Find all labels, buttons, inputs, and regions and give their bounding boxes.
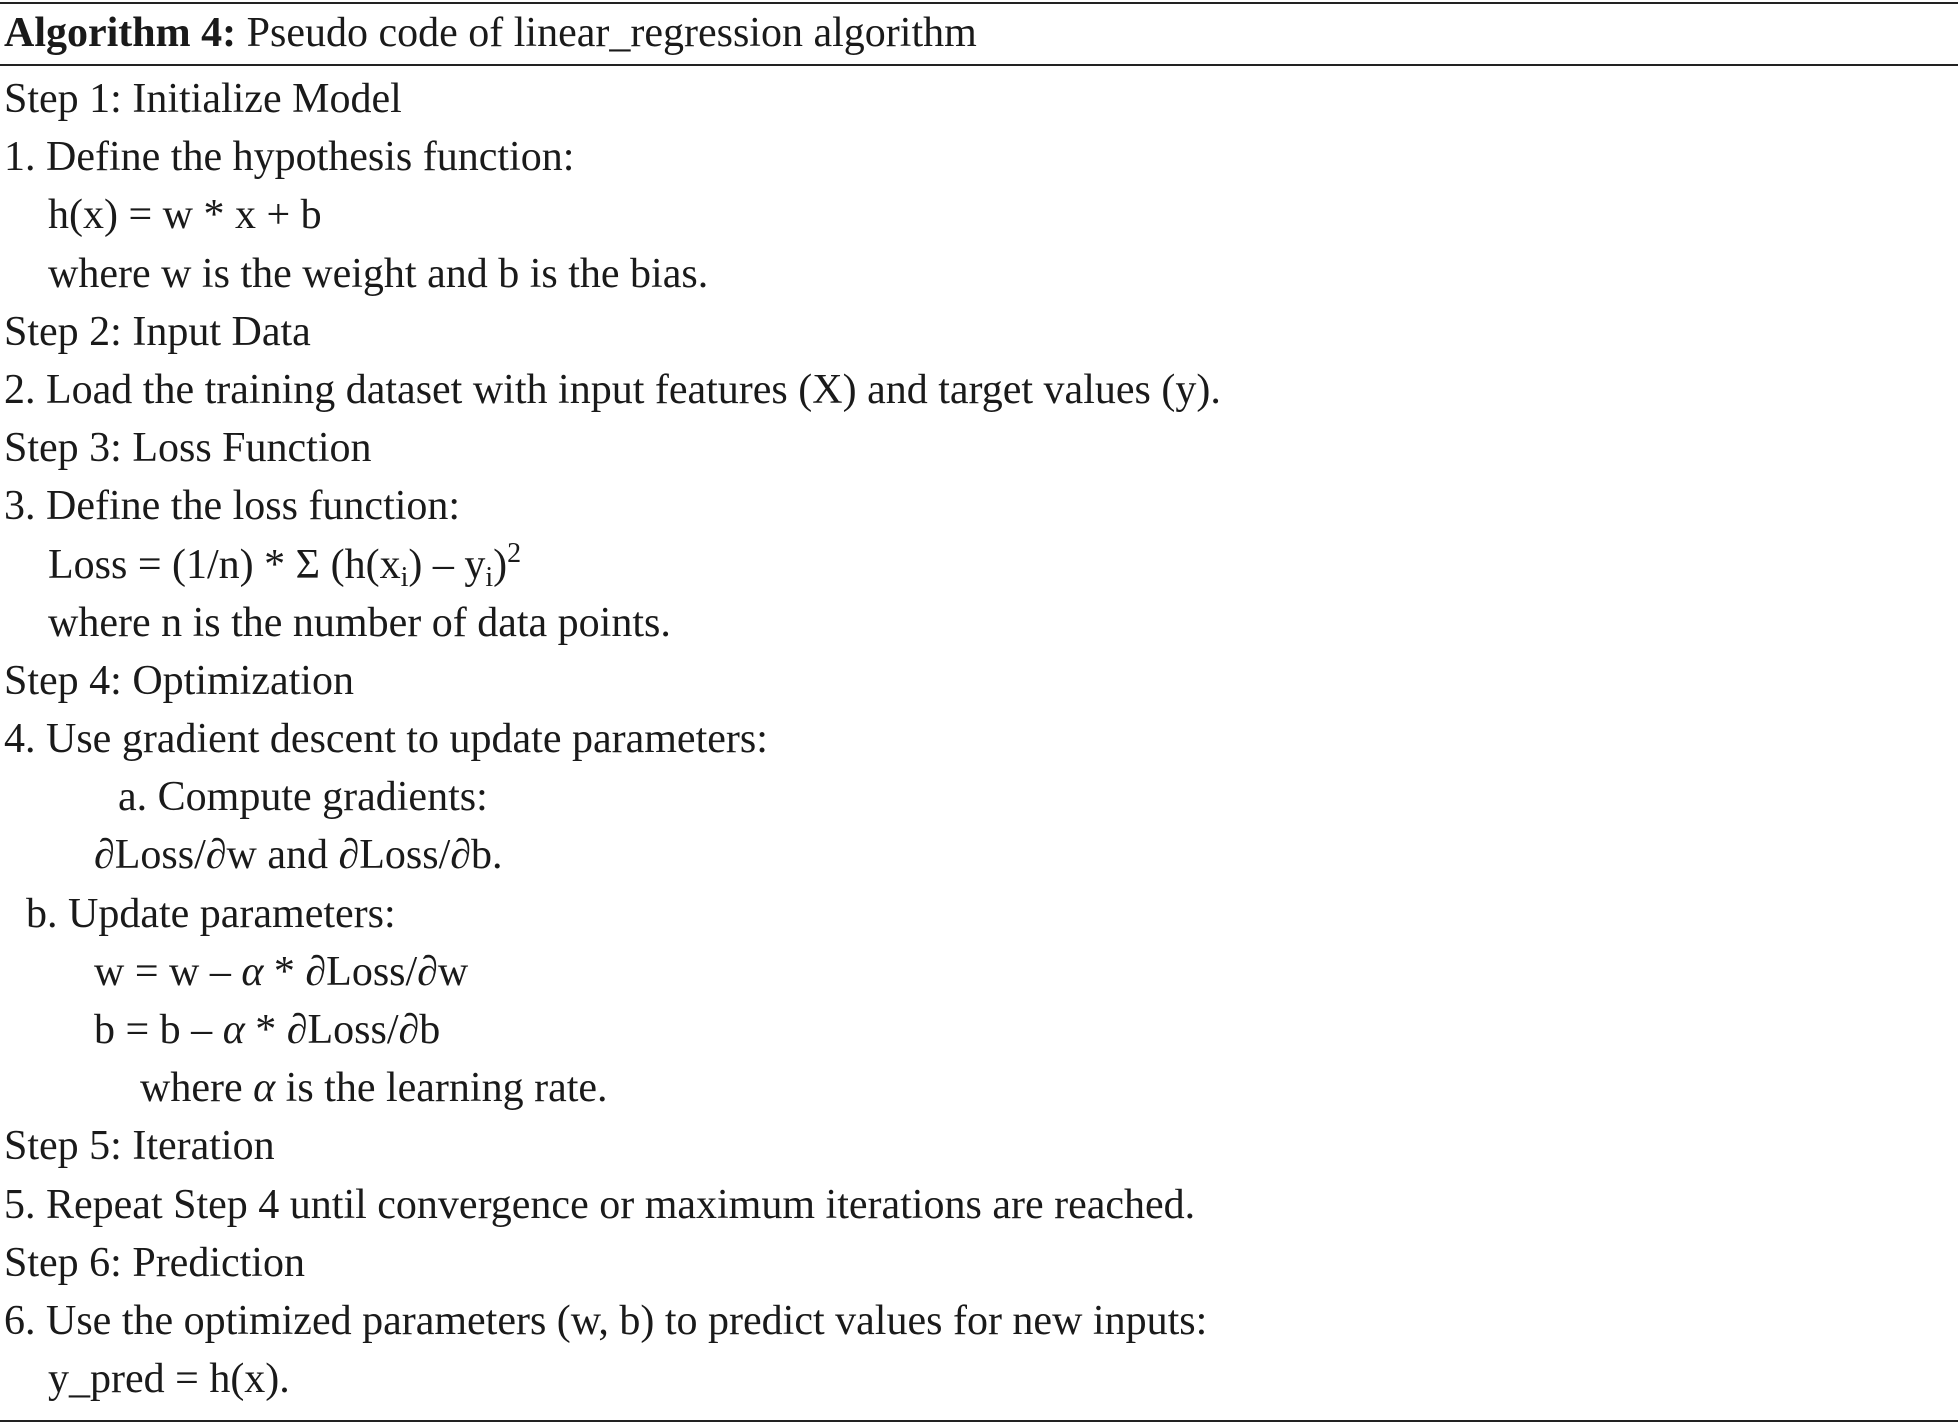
code-line: where w is the weight and b is the bias. — [48, 250, 709, 297]
update-b-formula — [0, 1001, 1958, 1059]
code-line: b. Update parameters: — [26, 890, 396, 937]
formula-part: where — [140, 1065, 254, 1112]
step-5-heading: Step 5: Iteration — [4, 1123, 275, 1170]
step-2-heading: Step 2: Input Data — [4, 308, 311, 355]
code-line: where n is the number of data points. — [48, 599, 671, 646]
code-line: 3. Define the loss function: — [4, 483, 461, 530]
alpha-symbol: α — [253, 1065, 276, 1112]
code-line: 6. Use the optimized parameters (w, b) to predict values for new inputs: — [4, 1297, 1208, 1344]
step-3-heading: Step 3: Loss Function — [4, 425, 372, 472]
alpha-symbol: α — [222, 1007, 245, 1053]
alpha-symbol: α — [241, 948, 264, 995]
algorithm-title — [4, 4, 977, 62]
formula-part: * ∂Loss/∂b — [244, 1007, 441, 1053]
algorithm-label: Algorithm 4: — [4, 10, 237, 56]
subscript-i: i — [400, 561, 409, 593]
loss-formula-part: Loss = (1/n) * Σ (h(x — [48, 541, 401, 588]
loss-formula-part: ) – y — [408, 541, 486, 588]
gradient-formula: ∂Loss/∂w and ∂Loss/∂b. — [94, 832, 503, 879]
pseudo-code-body — [0, 70, 1958, 1408]
update-w-formula — [0, 943, 1958, 1001]
loss-formula — [0, 536, 1958, 594]
prediction-formula: y_pred = h(x). — [48, 1356, 290, 1403]
loss-formula-part: ) — [493, 541, 508, 588]
superscript-2: 2 — [507, 537, 522, 569]
learning-rate-note — [0, 1059, 1958, 1117]
header-rule — [0, 64, 1958, 66]
code-line: 5. Repeat Step 4 until convergence or maximum iterations are reached. — [4, 1181, 1196, 1228]
algorithm-title-text: Pseudo code of linear_regression algorithm — [236, 10, 977, 56]
step-4-heading: Step 4: Optimization — [4, 657, 354, 704]
bottom-rule — [0, 1420, 1958, 1422]
subscript-i: i — [485, 561, 494, 593]
step-6-heading: Step 6: Prediction — [4, 1239, 305, 1286]
formula-part: is the learning rate. — [275, 1065, 608, 1112]
code-line: 4. Use gradient descent to update parameters: — [4, 716, 768, 763]
code-line: a. Compute gradients: — [118, 774, 488, 821]
hypothesis-formula: h(x) = w * x + b — [48, 192, 322, 239]
code-line: 1. Define the hypothesis function: — [4, 134, 575, 181]
formula-part: w = w – — [94, 948, 242, 995]
code-line: 2. Load the training dataset with input features (X) and target values (y). — [4, 366, 1221, 413]
step-1-heading: Step 1: Initialize Model — [4, 76, 402, 122]
formula-part: * ∂Loss/∂w — [263, 948, 469, 995]
formula-part: b = b – — [94, 1007, 223, 1053]
